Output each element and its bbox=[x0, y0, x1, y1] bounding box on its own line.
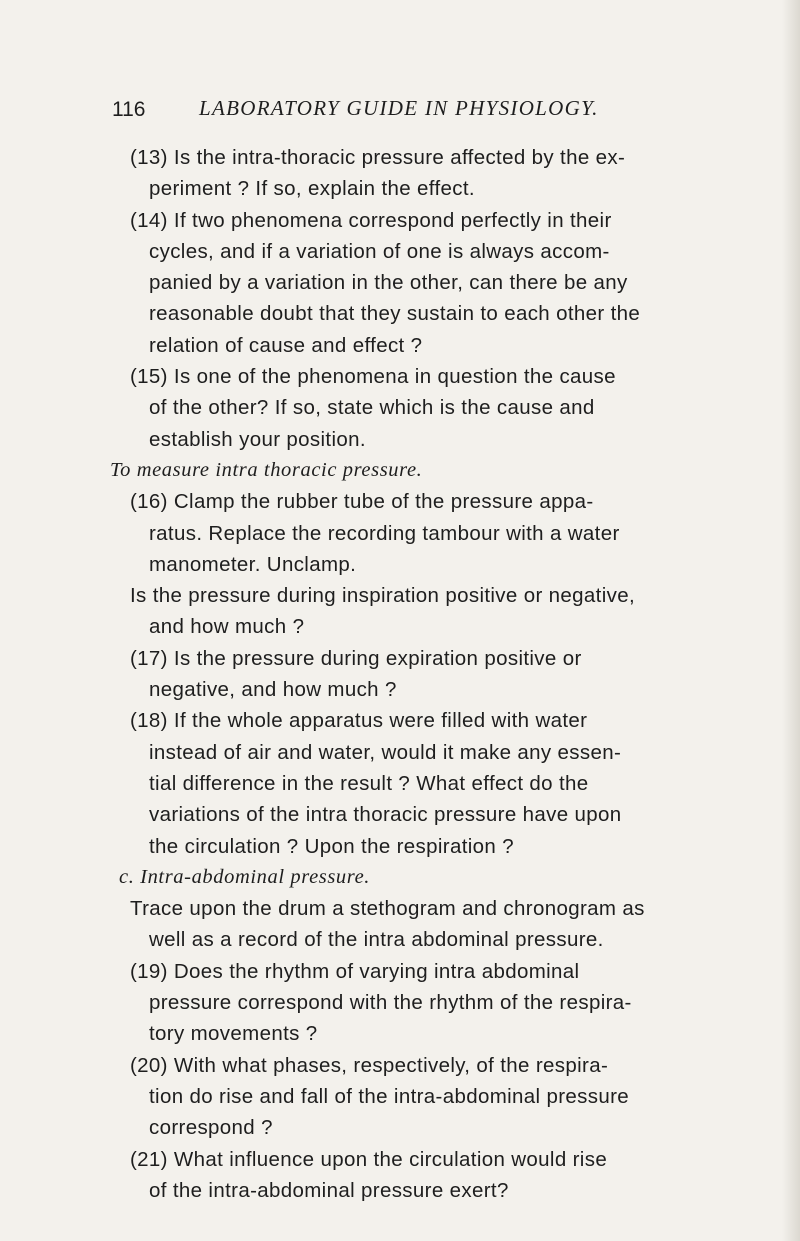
instruction-line: well as a record of the intra abdominal pressure. bbox=[149, 928, 604, 952]
question-16-line: ratus. Replace the recording tambour with a water bbox=[149, 521, 620, 545]
question-20-line: (20) With what phases, respectively, of the respira- bbox=[130, 1053, 609, 1077]
running-title: LABORATORY GUIDE IN PHYSIOLOGY. bbox=[199, 96, 599, 120]
question-16-line: (16) Clamp the rubber tube of the pressure appa- bbox=[130, 490, 594, 514]
question-18-line: (18) If the whole apparatus were filled with water bbox=[130, 709, 588, 733]
question-14-line: panied by a variation in the other, can there be any bbox=[149, 271, 628, 295]
question-18-line: instead of air and water, would it make any essen- bbox=[149, 740, 622, 764]
page-number: 116 bbox=[112, 98, 146, 121]
question-20-line: tion do rise and fall of the intra-abdominal pressure bbox=[149, 1084, 630, 1108]
question-19-line: tory movements ? bbox=[149, 1022, 318, 1046]
question-21-line: of the intra-abdominal pressure exert? bbox=[149, 1178, 509, 1202]
question-20-line: correspond ? bbox=[149, 1116, 273, 1140]
question-14-line: (14) If two phenomena correspond perfectly in their bbox=[130, 208, 612, 232]
question-18-line: variations of the intra thoracic pressure have upon bbox=[149, 803, 622, 827]
question-15-line: (15) Is one of the phenomena in question the cause bbox=[130, 365, 616, 389]
inspiration-question-line: and how much ? bbox=[149, 615, 305, 639]
question-13-line: periment ? If so, explain the effect. bbox=[149, 177, 475, 201]
question-21-line: (21) What influence upon the circulation would rise bbox=[130, 1147, 608, 1171]
question-17-line: (17) Is the pressure during expiration positive or bbox=[130, 646, 582, 670]
section-heading-intra-abdominal: c. Intra-abdominal pressure. bbox=[119, 865, 371, 888]
running-header bbox=[112, 96, 732, 130]
question-15-line: establish your position. bbox=[149, 427, 366, 451]
question-19-line: (19) Does the rhythm of varying intra abdominal bbox=[130, 959, 580, 983]
question-17-line: negative, and how much ? bbox=[149, 678, 397, 702]
question-14-line: reasonable doubt that they sustain to each other the bbox=[149, 302, 641, 326]
question-14-line: relation of cause and effect ? bbox=[149, 333, 423, 357]
instruction-line: Trace upon the drum a stethogram and chronogram as bbox=[130, 897, 645, 921]
question-18-line: the circulation ? Upon the respiration ? bbox=[149, 834, 514, 858]
question-13-line: (13) Is the intra-thoracic pressure affected by the ex- bbox=[130, 146, 626, 169]
question-18-line: tial difference in the result ? What effect do the bbox=[149, 771, 589, 795]
page-body bbox=[100, 142, 740, 1206]
question-15-line: of the other? If so, state which is the cause and bbox=[149, 396, 595, 420]
inspiration-question-line: Is the pressure during inspiration positive or negative, bbox=[130, 584, 636, 608]
question-16-line: manometer. Unclamp. bbox=[149, 552, 357, 576]
page-edge-shadow bbox=[782, 0, 800, 1241]
section-heading-intra-thoracic: To measure intra thoracic pressure. bbox=[110, 458, 423, 481]
question-14-line: cycles, and if a variation of one is always accom- bbox=[149, 239, 610, 263]
question-19-line: pressure correspond with the rhythm of the respira- bbox=[149, 991, 632, 1015]
